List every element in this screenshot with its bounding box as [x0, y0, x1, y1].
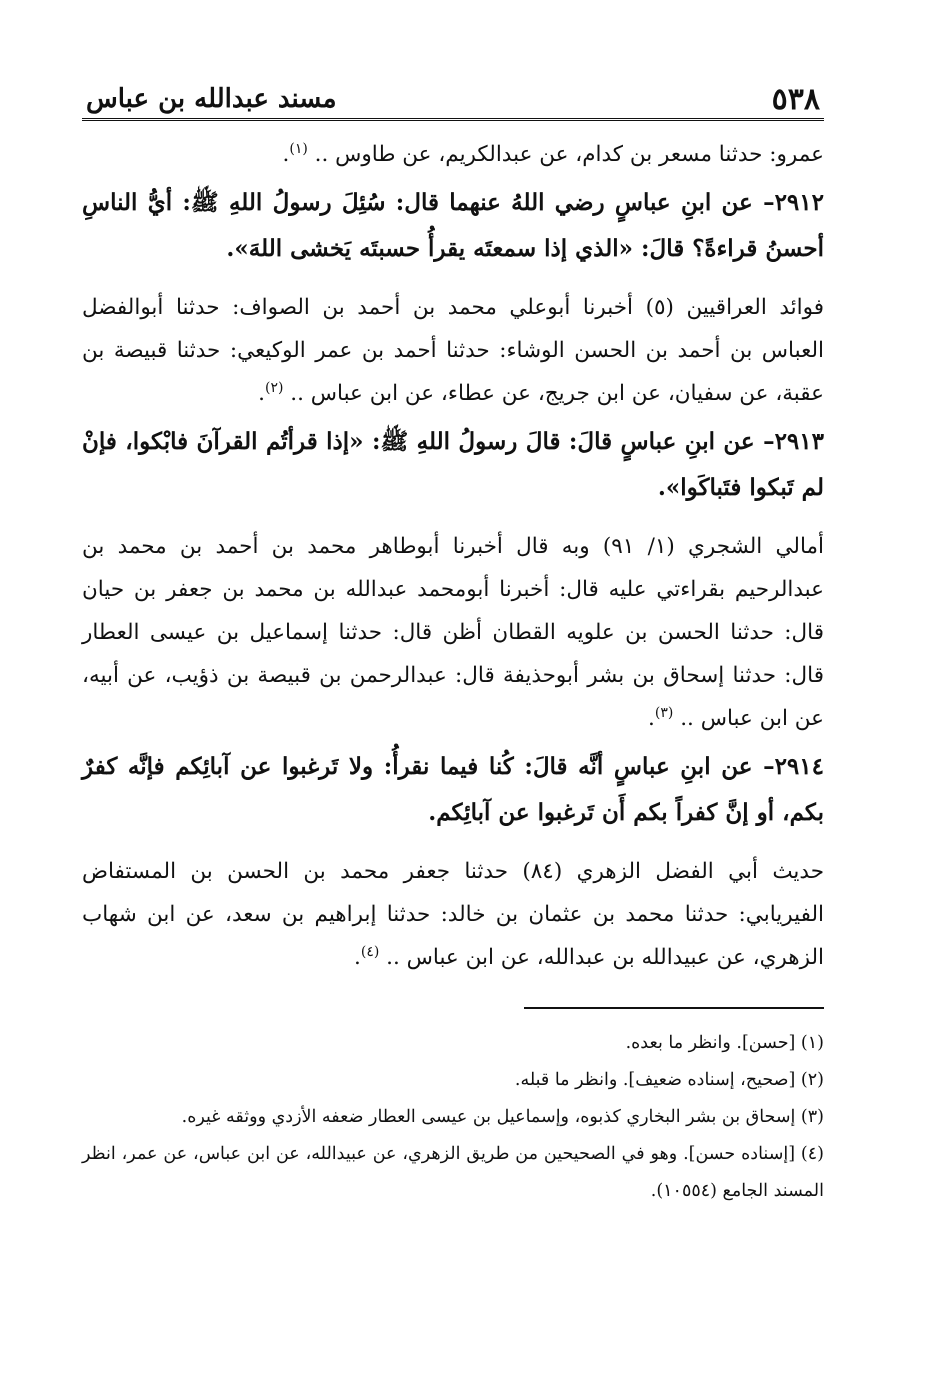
footnote-ref: (٤)	[360, 943, 380, 960]
footnote-ref: (٣)	[654, 704, 674, 721]
page-number: ٥٣٨	[771, 82, 820, 117]
footnote-3: (٣) إسحاق بن بشر البخاري كذبوه، وإسماعيل بن عيسى العطار ضعفه الأزدي ووثقه غيره.	[181, 1107, 824, 1127]
hadith-2914	[82, 744, 824, 836]
hadith-number: ٢٩١٣	[774, 428, 824, 455]
source-text: حديث أبي الفضل الزهري (٨٤) حدثنا جعفر محمد بن الحسن بن المستفاض الفيريابي: حدثنا محمد بن عثمان بن خالد: حدثنا إبراهيم بن سعد، عن ابن شهاب الزهري، عن عبيدالله بن عبدالله، عن ابن عباس ..	[82, 859, 824, 970]
hadith-number: ٢٩١٢	[774, 189, 824, 216]
hadith-text: – عن ابنِ عباسٍ رضي اللهُ عنهما قال: سُئِلَ رسولُ اللهِ ﷺ: أيُّ الناسِ أحسنُ قراءةً؟ قالَ: «الذي إذا سمعتَه يقرأُ حسبتَه يَخشى اللهَ».	[82, 189, 824, 262]
source-paragraph-continued: عمرو: حدثنا مسعر بن كدام، عن عبدالكريم، عن طاوس .. $^{(١)}$.	[282, 140, 824, 167]
source-paragraph-2914: حديث أبي الفضل الزهري (٨٤) حدثنا جعفر محمد بن الحسن بن المستفاض الفيريابي: حدثنا محمد بن عثمان بن خالد: حدثنا إبراهيم بن سعد، عن ابن شهاب الزهري، عن عبيدالله بن عبدالله، عن ابن عباس .. $^{(٤)}$.	[82, 859, 824, 970]
main-text	[82, 133, 824, 979]
footnote-1: (١) [حسن]. وانظر ما بعده.	[625, 1033, 824, 1053]
hadith-2913	[82, 419, 824, 511]
source-paragraph-2913: أمالي الشجري (١/ ٩١) وبه قال أخبرنا أبوطاهر محمد بن أحمد بن محمد بن عبدالرحيم بقراءتي عليه قال: أخبرنا أبومحمد عبدالله بن محمد بن جعفر بن حيان قال: حدثنا الحسن بن علويه القطان أظن قال: حدثنا إسماعيل بن عيسى العطار قال: حدثنا إسحاق بن بشر أبوحذيفة قال: عبدالرحمن بن قبيصة بن ذؤيب، عن أبيه، عن ابن عباس .. $^{(٣)}$.	[82, 534, 825, 731]
book-page	[82, 78, 824, 1210]
footnote-2: (٢) [صحيح، إسناده ضعيف]. وانظر ما قبله.	[514, 1070, 824, 1090]
page-header	[82, 78, 824, 121]
hadith-text: – عن ابنِ عباسٍ قالَ: قالَ رسولُ اللهِ ﷺ: «إذا قرأتُم القرآنَ فابْكوا، فإنْ لم تَبكوا فتَباكَوا».	[82, 428, 824, 501]
footnote-ref: (١)	[289, 140, 308, 157]
hadith-text: – عن ابنِ عباسٍ أنَّه قالَ: كُنا فيما نقرأُ: ولا تَرغبوا عن آبائِكم فإنَّه كفرٌ بكم، أو إنَّ كفراً بكم أَن تَرغبوا عن آبائِكم.	[82, 753, 824, 826]
hadith-2912	[82, 180, 824, 272]
source-text: عمرو: حدثنا مسعر بن كدام، عن عبدالكريم، عن طاوس ..	[307, 142, 824, 167]
footnotes	[82, 1025, 824, 1210]
footnote-4: (٤) [إسناده حسن]. وهو في الصحيحين من طريق الزهري، عن عبيدالله، عن ابن عباس، عن عمر، انظر المسند الجامع (١٠٥٥٤).	[82, 1144, 824, 1201]
source-text: أمالي الشجري (١/ ٩١) وبه قال أخبرنا أبوطاهر محمد بن أحمد بن محمد بن عبدالرحيم بقراءتي عليه قال: أخبرنا أبومحمد عبدالله بن محمد بن جعفر بن حيان قال: حدثنا الحسن بن علويه القطان أظن قال: حدثنا إسماعيل بن عيسى العطار قال: حدثنا إسحاق بن بشر أبوحذيفة قال: عبدالرحمن بن قبيصة بن ذؤيب، عن أبيه، عن ابن عباس ..	[82, 534, 825, 731]
footnote-ref: (٢)	[264, 379, 284, 396]
source-paragraph-2912: فوائد العراقيين (٥) أخبرنا أبوعلي محمد بن أحمد بن الصواف: حدثنا أبوالفضل العباس بن أحمد بن الحسن الوشاء: حدثنا أحمد بن عمر الوكيعي: حدثنا قبيصة بن عقبة، عن سفيان، عن ابن جريج، عن عطاء، عن ابن عباس .. $^{(٢)}$.	[82, 295, 824, 406]
hadith-number: ٢٩١٤	[774, 753, 824, 780]
source-text: فوائد العراقيين (٥) أخبرنا أبوعلي محمد بن أحمد بن الصواف: حدثنا أبوالفضل العباس بن أحمد بن الحسن الوشاء: حدثنا أحمد بن عمر الوكيعي: حدثنا قبيصة بن عقبة، عن سفيان، عن ابن جريج، عن عطاء، عن ابن عباس ..	[82, 295, 824, 406]
running-title: مسند عبدالله بن عباس	[86, 84, 337, 114]
footnote-divider	[524, 1007, 824, 1009]
